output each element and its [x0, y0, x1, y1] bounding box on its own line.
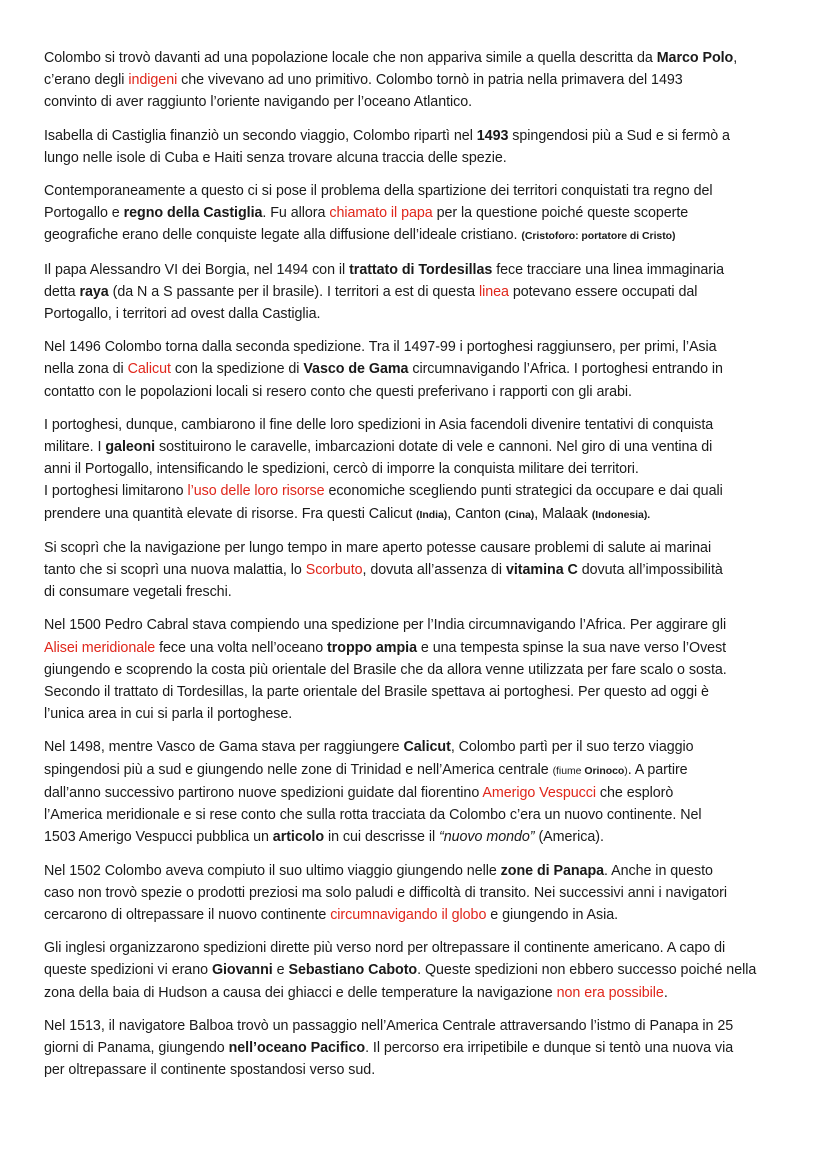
text-run: e	[272, 962, 289, 979]
text-run: I portoghesi, dunque, cambiarono il fine delle loro spedizioni in Asia facendoli divenire tentativi di conquista	[44, 416, 714, 433]
text-run: economiche scegliendo punti strategici da occupare e dai quali	[324, 483, 723, 500]
bold-text: raya	[79, 283, 109, 300]
text-run: . Queste spedizioni non ebbero successo poiché nella	[417, 962, 757, 979]
text-run: e una tempesta spinse la sua nave verso l’Ovest	[416, 639, 727, 656]
paragraph	[44, 180, 788, 248]
text-run: dovuta all’impossibilità	[577, 562, 723, 579]
text-run: dall’anno successivo partirono nuove spedizioni guidate dal fiorentino	[44, 784, 483, 801]
text-run: l’unica area in cui si parla il portoghese.	[44, 706, 293, 723]
text-run: convinto di aver raggiunto l’oriente navigando per l’oceano Atlantico.	[44, 94, 473, 111]
bold-text: nell’oceano Pacifico	[228, 1039, 366, 1056]
highlighted-text: linea	[478, 283, 509, 300]
text-run: (Cina)	[504, 508, 535, 521]
text-run: spingendosi più a sud e giungendo nelle zone di Trinidad e nell’America centrale	[44, 761, 553, 778]
text-run: lungo nelle isole di Cuba e Haiti senza trovare alcuna traccia delle spezie.	[44, 149, 507, 166]
bold-text: Vasco de Gama	[303, 361, 409, 378]
text-run: Nel 1500 Pedro Cabral stava compiendo una spedizione per l’India circumnavigando l’Africa. Per aggirare gli	[44, 617, 727, 634]
bold-text: Calicut	[403, 739, 451, 756]
text-run: ,	[733, 50, 738, 66]
text-run: che vivevano ad uno primitivo. Colombo tornò in patria nella primavera del 1493	[177, 72, 683, 89]
paragraph	[44, 336, 788, 403]
paragraph	[44, 537, 788, 604]
bold-text: Giovanni	[211, 962, 273, 979]
text-run: Nel 1513, il navigatore Balboa trovò un passaggio nell’America Centrale attraversando l’istmo di Panapa in 25	[44, 1017, 734, 1034]
text-run: , Colombo partì per il suo terzo viaggio	[450, 739, 694, 756]
text-run: sostituirono le caravelle, imbarcazioni dotate di vele e cannoni. Nel giro di una ventina di	[155, 439, 713, 456]
text-run: circumnavigando l’Africa. I portoghesi entrando in	[408, 361, 723, 378]
text-run: fece tracciare una linea immaginaria	[492, 261, 725, 278]
bold-text: zone di Panapa	[500, 862, 605, 879]
text-run: contatto con le popolazioni locali si resero conto che questi preferivano i rapporti con gli arabi.	[44, 383, 632, 400]
text-run: Contemporaneamente a questo ci si pose il problema della spartizione dei territori conquistati tra regno del	[44, 183, 713, 200]
text-run: nella zona di	[44, 361, 128, 378]
text-run: (India)	[416, 508, 448, 521]
text-run: queste spedizioni vi erano	[44, 962, 212, 979]
text-run: spingendosi più a Sud e si fermò a	[508, 127, 730, 144]
bold-text: galeoni	[105, 439, 156, 456]
text-run: per oltrepassare il continente spostandosi verso sud.	[44, 1062, 376, 1079]
text-run: per la questione poiché queste scoperte	[432, 205, 689, 222]
text-run: (Cristoforo: portatore di Cristo)	[521, 230, 676, 243]
text-run: Si scoprì che la navigazione per lungo tempo in mare aperto potesse causare problemi di salute ai marinai	[44, 539, 712, 556]
text-run: che esplorò	[596, 784, 674, 801]
highlighted-text: l’uso delle loro risorse	[187, 483, 325, 500]
text-run: Secondo il trattato di Tordesillas, la parte orientale del Brasile spettava ai portoghesi. Per questo ad oggi è	[44, 684, 709, 701]
bold-text: Marco Polo	[656, 50, 734, 66]
text-run: , Malaak	[534, 505, 592, 522]
text-run: I portoghesi limitarono	[44, 483, 188, 500]
bold-text: trattato di Tordesillas	[349, 261, 493, 278]
text-run: prendere una quantità elevate di risorse. Fra questi Calicut	[44, 505, 417, 522]
text-run: Il papa Alessandro VI dei Borgia, nel 1494 con il	[44, 261, 350, 278]
text-run: giungendo e scoprendo la costa più orientale del Brasile che da allora venne utilizzata per fare scalo o sosta.	[44, 661, 727, 678]
text-run: militare. I	[44, 439, 106, 456]
text-run: anni il Portogallo, intensificando le spedizioni, cercò di imporre la conquista militare dei territori.	[44, 461, 639, 478]
paragraph	[44, 860, 788, 927]
text-run: . A partire	[627, 761, 688, 778]
text-run: )	[624, 764, 628, 777]
paragraph	[44, 125, 788, 169]
highlighted-text: chiamato il papa	[329, 205, 433, 222]
highlighted-text: indigeni	[128, 72, 178, 89]
bold-text: troppo ampia	[327, 639, 417, 656]
text-run: zona della baia di Hudson a causa dei ghiacci e delle temperature la navigazione	[44, 984, 557, 1001]
text-run: (Indonesia).	[591, 508, 651, 521]
text-run: giorni di Panama, giungendo	[44, 1039, 229, 1056]
text-run: Nel 1498, mentre Vasco de Gama stava per raggiungere	[44, 739, 404, 756]
text-run: . Anche in questo	[604, 862, 713, 879]
bold-text: 1493	[476, 127, 509, 144]
text-run: (da N a S passante per il brasile). I territori a est di questa	[108, 283, 479, 300]
text-run: detta	[44, 283, 80, 300]
paragraph	[44, 937, 788, 1004]
highlighted-text: Alisei meridionale	[44, 639, 156, 656]
paragraph	[44, 414, 788, 526]
highlighted-text: circumnavigando il globo	[330, 906, 487, 923]
text-run: potevano essere occupati dal	[508, 283, 698, 300]
highlighted-text: Amerigo Vespucci	[482, 784, 596, 801]
text-run: tanto che si scoprì una nuova malattia, lo	[44, 562, 306, 579]
text-run: “nuovo mondo”	[439, 829, 535, 846]
text-run: Gli inglesi organizzarono spedizioni dirette più verso nord per oltrepassare il continente americano. A capo di	[44, 940, 726, 957]
text-run: , dovuta all’assenza di	[362, 562, 506, 579]
document-page	[44, 47, 788, 1092]
text-run: (fiume	[552, 764, 585, 777]
text-run: 1503 Amerigo Vespucci pubblica un	[44, 829, 273, 846]
text-run: (America).	[534, 829, 604, 846]
highlighted-text: Scorbuto	[305, 562, 363, 579]
text-run: fece una volta nell’oceano	[155, 639, 328, 656]
paragraph	[44, 259, 788, 326]
bold-text: vitamina C	[505, 562, 578, 579]
paragraph	[44, 1015, 788, 1082]
highlighted-text: non era possibile	[556, 984, 664, 1001]
text-run: c’erano degli	[44, 72, 129, 89]
text-run: geografiche erano delle conquiste legate alla diffusione dell’ideale cristiano.	[44, 227, 522, 244]
bold-text: articolo	[272, 829, 325, 846]
text-run: Nel 1496 Colombo torna dalla seconda spedizione. Tra il 1497-99 i portoghesi raggiunsero, per primi, l’Asia	[44, 339, 717, 356]
text-run: Orinoco	[584, 764, 625, 777]
paragraph	[44, 614, 788, 725]
text-run: Colombo si trovò davanti ad una popolazione locale che non appariva simile a quella descritta da	[44, 50, 657, 66]
bold-text: regno della Castiglia	[123, 205, 263, 222]
text-run: . Fu allora	[262, 205, 330, 222]
paragraph	[44, 47, 788, 114]
text-run: con la spedizione di	[170, 361, 304, 378]
text-run: .	[663, 984, 668, 1001]
text-run: Isabella di Castiglia finanziò un secondo viaggio, Colombo ripartì nel	[44, 127, 477, 144]
text-run: . Il percorso era irripetibile e dunque si tentò una nuova via	[365, 1039, 734, 1056]
text-run: Nel 1502 Colombo aveva compiuto il suo ultimo viaggio giungendo nelle	[44, 862, 501, 879]
highlighted-text: Calicut	[127, 361, 171, 378]
text-run: cercarono di oltrepassare il nuovo continente	[44, 906, 331, 923]
text-run: Portogallo, i territori ad ovest dalla Castiglia.	[44, 306, 321, 323]
text-run: Portogallo e	[44, 205, 124, 222]
bold-text: Sebastiano Caboto	[288, 962, 418, 979]
text-run: l’America meridionale e si rese conto che sulla rotta tracciata da Colombo c’era un nuovo continente. Nel	[44, 807, 702, 824]
text-run: e giungendo in Asia.	[486, 906, 619, 923]
text-run: , Canton	[447, 505, 505, 522]
text-run: in cui descrisse il	[324, 829, 439, 846]
paragraph	[44, 736, 788, 848]
text-run: di consumare vegetali freschi.	[44, 584, 232, 601]
text-run: caso non trovò spezie o prodotti preziosi ma solo paludi e difficoltà di transito. Nei successivi anni i navigatori	[44, 884, 727, 901]
